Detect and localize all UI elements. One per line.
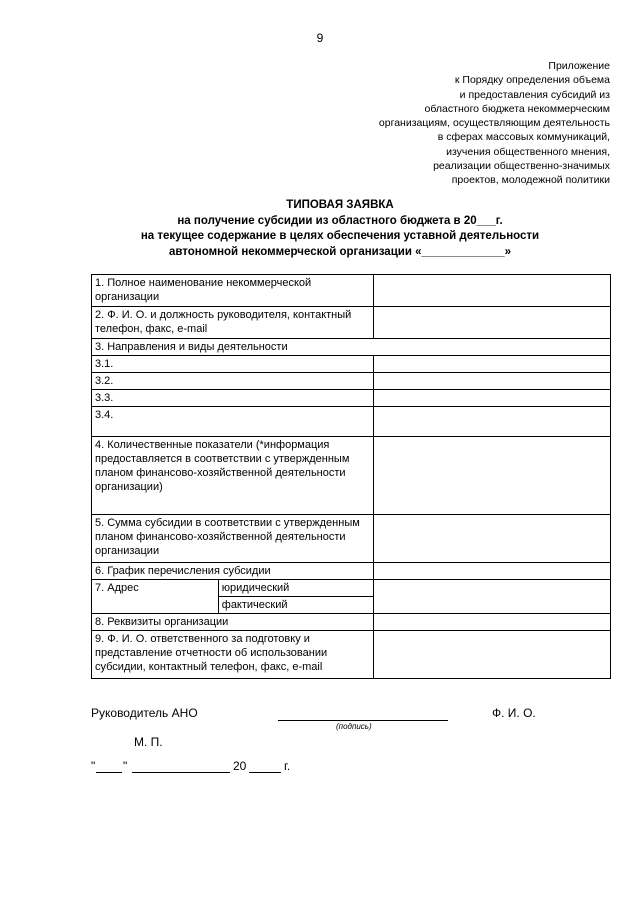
- field-value-cell[interactable]: [373, 356, 610, 373]
- appendix-line: проектов, молодежной политики: [451, 174, 610, 187]
- date-year-line[interactable]: [249, 772, 281, 773]
- head-label: Руководитель АНО: [91, 706, 198, 720]
- table-row: [92, 390, 611, 407]
- table-row: [92, 563, 611, 580]
- appendix-line: в сферах массовых коммуникаций,: [437, 131, 610, 144]
- date-day-line[interactable]: [96, 772, 122, 773]
- field-value-cell[interactable]: [373, 275, 610, 307]
- table-row: [92, 437, 611, 515]
- application-table: [91, 274, 611, 679]
- field-value-cell[interactable]: [373, 307, 610, 339]
- table-row: [92, 307, 611, 339]
- table-row: [92, 407, 611, 437]
- table-row: [92, 373, 611, 390]
- table-row: [92, 614, 611, 631]
- appendix-line: к Порядку определения объема: [454, 74, 610, 87]
- field-label: 2. Ф. И. О. и должность руководителя, контактный телефон, факс, e-mail: [92, 307, 374, 339]
- table-row: [92, 356, 611, 373]
- address-type-label: фактический: [218, 597, 373, 614]
- field-label: 6. График перечисления субсидии: [92, 563, 374, 580]
- appendix-line: изучения общественного мнения,: [446, 145, 610, 158]
- appendix-line: реализации общественно-значимых: [433, 160, 610, 173]
- field-value-cell[interactable]: [373, 614, 610, 631]
- field-label: 3.4.: [92, 407, 374, 437]
- field-label: 5. Сумма субсидии в соответствии с утвержденным планом финансово-хозяйственной деятельности организации: [92, 515, 374, 563]
- date-month-line[interactable]: [132, 772, 230, 773]
- table-row: [92, 275, 611, 307]
- stamp-label: М. П.: [134, 735, 163, 749]
- field-value-cell[interactable]: [373, 563, 610, 580]
- appendix-line: Приложение: [548, 60, 610, 72]
- table-row: [92, 339, 611, 356]
- field-label: 4. Количественные показатели (*информация предоставляется в соответствии с утвержденным планом финансово-хозяйственной деятельности организации): [92, 437, 374, 515]
- date-quote-open: ": [91, 759, 96, 773]
- appendix-line: организациям, осуществляющим деятельность: [378, 117, 610, 130]
- field-value-cell[interactable]: [373, 407, 610, 437]
- section-label: 3. Направления и виды деятельности: [92, 339, 611, 356]
- field-label: 3.3.: [92, 390, 374, 407]
- field-value-cell[interactable]: [373, 631, 610, 679]
- field-label: 8. Реквизиты организации: [92, 614, 374, 631]
- field-value-cell[interactable]: [373, 580, 610, 614]
- title-line: на текущее содержание в целях обеспечения уставной деятельности: [140, 230, 540, 242]
- field-value-cell[interactable]: [373, 515, 610, 563]
- field-label: 9. Ф. И. О. ответственного за подготовку и представление отчетности об использовании субсидии, контактный телефон, факс, e-mail: [92, 631, 374, 679]
- field-value-cell[interactable]: [373, 373, 610, 390]
- title-line: автономной некоммерческой организации «_____________»: [168, 245, 512, 258]
- signature-note: (подпись): [336, 722, 372, 731]
- fio-label: Ф. И. О.: [492, 706, 536, 720]
- field-label: 3.2.: [92, 373, 374, 390]
- table-row: [92, 580, 611, 597]
- date-quote-close: ": [123, 759, 128, 773]
- form-title: [60, 198, 620, 260]
- date-year-label: 20: [233, 759, 247, 773]
- field-value-cell[interactable]: [373, 390, 610, 407]
- table-row: [92, 515, 611, 563]
- field-label: 3.1.: [92, 356, 374, 373]
- page-number: 9: [316, 31, 324, 45]
- address-type-label: юридический: [218, 580, 373, 597]
- appendix-note: [290, 59, 610, 188]
- title-line: на получение субсидии из областного бюджета в 20___г.: [177, 214, 503, 227]
- signature-line[interactable]: [278, 720, 448, 721]
- field-label: 1. Полное наименование некоммерческой организации: [92, 275, 374, 307]
- field-value-cell[interactable]: [373, 437, 610, 515]
- appendix-line: областного бюджета некоммерческим: [424, 102, 610, 115]
- date-suffix: г.: [284, 759, 291, 773]
- table-row: [92, 631, 611, 679]
- title-line: ТИПОВАЯ ЗАЯВКА: [286, 199, 394, 211]
- field-label: 7. Адрес: [92, 580, 219, 614]
- appendix-line: и предоставления субсидий из: [459, 88, 610, 101]
